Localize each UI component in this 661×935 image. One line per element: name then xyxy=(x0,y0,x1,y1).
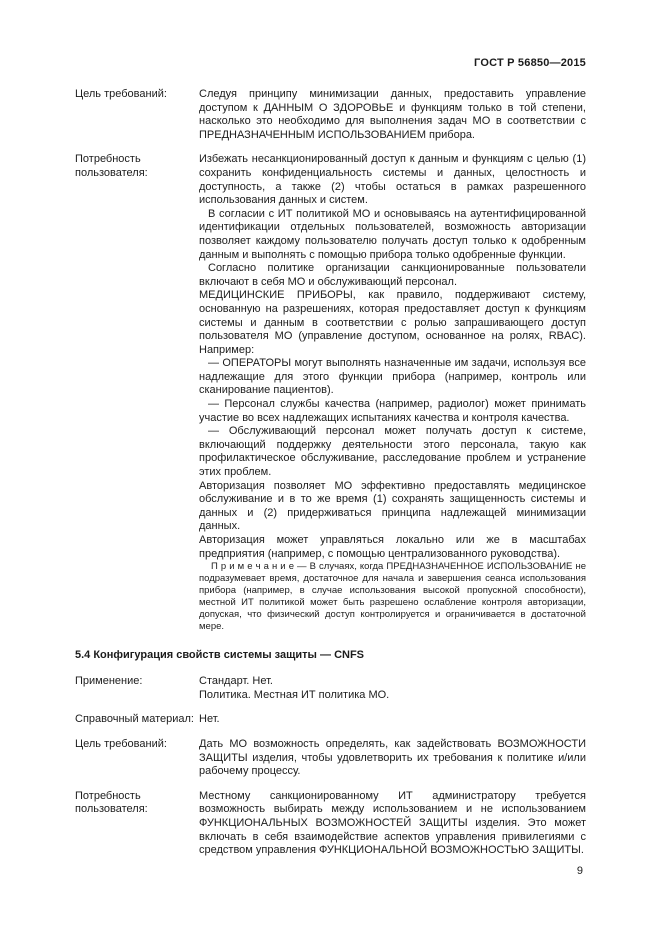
document-code: ГОСТ Р 56850—2015 xyxy=(474,57,586,69)
paragraph: Стандарт. Нет. xyxy=(199,675,273,688)
field-row xyxy=(75,88,586,142)
paragraph: Дать МО возможность определять, как задействовать ВОЗМОЖНОСТИ ЗАЩИТЫ изделия, чтобы удовлетворить их требования к политике и/или рабочему процессу. xyxy=(199,738,586,778)
section-heading: 5.4 Конфигурация свойств системы защиты — CNFS xyxy=(75,648,365,661)
paragraph: Авторизация может управляться локально или же в масштабах предприятия (например, с помощью централизованного руководства). xyxy=(199,534,586,560)
field-text xyxy=(199,153,586,632)
field-text xyxy=(199,713,586,727)
field-label: Цель требований: xyxy=(75,738,167,750)
field-label: Применение: xyxy=(75,675,143,688)
paragraph: В согласии с ИТ политикой МО и основываясь на аутентифицированной идентификации отдельных пользователей, возможность авторизации позволяет каждому пользователю получать доступ только к одобренным данным и выполнять с помощью прибора только одобренные функции. xyxy=(199,207,586,261)
field-row xyxy=(75,790,586,858)
field-text xyxy=(199,88,586,142)
paragraph: — ОПЕРАТОРЫ могут выполнять назначенные им задачи, используя все надлежащие для этого функции прибора (например, контроль или сканирование пациентов). xyxy=(199,357,586,397)
field-text xyxy=(199,738,586,779)
field-row xyxy=(75,153,586,632)
field-label: Цель требований: xyxy=(75,88,167,100)
field-text xyxy=(199,790,586,858)
field-text xyxy=(199,675,586,702)
document-content xyxy=(75,88,586,869)
paragraph: Политика. Местная ИТ политика МО. xyxy=(199,688,390,701)
paragraph: — Обслуживающий персонал может получать доступ к системе, включающий поддержку деятельности этого персонала, такую как профилактическое обслуживание, расследование проблем и устранение этих проблем. xyxy=(199,425,586,479)
paragraph: Местному санкционированному ИТ администратору требуется возможность выбирать между использованием и не использованием ФУНКЦИОНАЛЬНЫХ ВОЗМОЖНОСТЕЙ ЗАЩИТЫ изделия. Это может включать в себя взаимодействие аспектов управления привилегиями с средством управления ФУНКЦИОНАЛЬНОЙ ВОЗМОЖНОСТЬЮ ЗАЩИТЫ. xyxy=(199,789,586,857)
field-label: Справочный материал: xyxy=(75,713,194,726)
field-row xyxy=(75,713,586,727)
field-label: Потребность пользователя: xyxy=(75,153,148,179)
field-row xyxy=(75,738,586,779)
paragraph: Согласно политике организации санкционированные пользователи включают в себя МО и обслуживающий персонал. xyxy=(199,262,586,288)
field-label: Потребность пользователя: xyxy=(75,789,148,816)
paragraph: Избежать несанкционированный доступ к данным и функциям с целью (1) сохранить конфиденциальность системы и данных, целостность и доступность, а также (2) чтобы остаться в рамках разрешенного использования данных и систем. xyxy=(199,153,586,207)
field-row xyxy=(75,675,586,702)
page-number: 9 xyxy=(576,865,583,877)
paragraph: Следуя принципу минимизации данных, предоставить управление доступом к ДАННЫМ О ЗДОРОВЬЕ и функциям только в той степени, насколько это необходимо для выполнения задач МО в соответствии с ПРЕДНАЗНАЧЕННЫМ ИСПОЛЬЗОВАНИЕМ прибора. xyxy=(199,88,586,141)
paragraph: — Персонал службы качества (например, радиолог) может принимать участие во всех надлежащих испытаниях качества и контроля качества. xyxy=(199,398,586,424)
paragraph: МЕДИЦИНСКИЕ ПРИБОРЫ, как правило, поддерживают систему, основанную на разрешениях, которая предоставляет доступ к функциям системы и данным в соответствии с ролью запрашивающего доступ пользователя МО (управление доступом, основанное на ролях, RBAC). Например: xyxy=(199,289,586,356)
paragraph: Нет. xyxy=(199,713,220,726)
note-paragraph: П р и м е ч а н и е — В случаях, когда ПРЕДНАЗНАЧЕННОЕ ИСПОЛЬЗОВАНИЕ не подразумевает время, достаточное для начала и завершения сеанса использования прибора (например, в случае использования высокой пропускной способности), местной ИТ политикой может быть разрешено ослабление контроля авторизации, допуская, что физический доступ контролируется и ограничивается в достаточной мере. xyxy=(199,561,586,632)
paragraph: Авторизация позволяет МО эффективно предоставлять медицинское обслуживание и в то же время (1) сохранять защищенность системы и данных и (2) придерживаться принципа надлежащей минимизации данных. xyxy=(199,479,586,533)
